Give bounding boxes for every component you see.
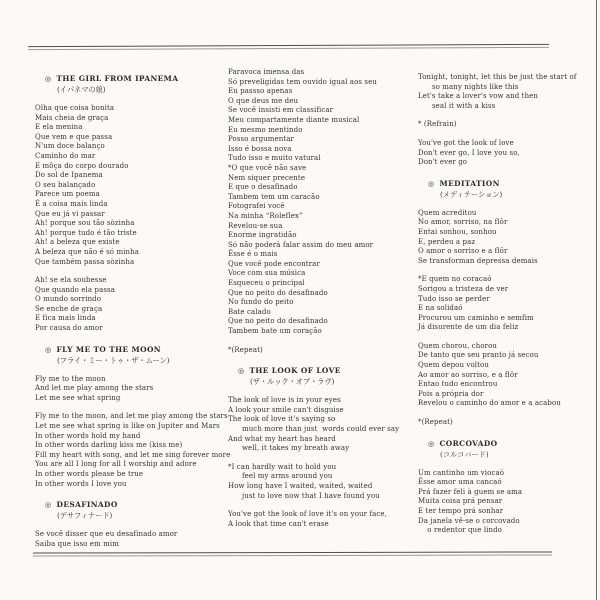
lyric-line: Entao tudo encontrou bbox=[418, 380, 498, 389]
lyric-line: Ah! se ela soubesse bbox=[35, 276, 107, 285]
double-circle-icon: ◎ bbox=[428, 178, 435, 188]
verse bbox=[228, 463, 416, 501]
lyric-line: A look your smile can't disguise bbox=[228, 405, 344, 414]
lyric-line: *(Repeat) bbox=[418, 418, 453, 427]
lyric-line: Só preveligidas tem ouvido igual aos seu bbox=[228, 77, 377, 86]
lyric-line: Ao amor ao sorriso, e a flôr bbox=[418, 370, 518, 379]
lyric-line: O mundo sorrindo bbox=[35, 295, 102, 304]
lyric-line: * (Refrain) bbox=[418, 120, 457, 129]
verse bbox=[418, 209, 598, 267]
verse bbox=[418, 342, 598, 409]
lyric-line: E fica mais linda bbox=[35, 314, 96, 323]
lyric-line: And what my heart has heard bbox=[228, 434, 336, 443]
lyric-line: A look that time can't erase bbox=[228, 519, 329, 528]
lyric-line: so many nights like this bbox=[418, 82, 519, 91]
lyric-line: Posso argumentar bbox=[228, 135, 294, 144]
verse bbox=[228, 510, 416, 529]
lyric-line: Eu passso apenas bbox=[228, 87, 293, 96]
song-title-row bbox=[428, 178, 598, 189]
lyric-line: Pois a própria dor bbox=[418, 389, 484, 398]
verse bbox=[418, 275, 598, 333]
double-circle-icon: ◎ bbox=[45, 74, 52, 83]
lyric-line: feel my arms around you bbox=[228, 472, 333, 481]
lyric-line: Saiba que isso em mim bbox=[35, 539, 119, 548]
lyric-line: Esqueceu o principal bbox=[228, 279, 305, 288]
lyric-line: E, perdeu a paz bbox=[418, 237, 476, 246]
lyrics-column-left bbox=[35, 73, 231, 558]
lyric-line: Don't ever go bbox=[418, 158, 468, 167]
lyric-line: A beleza que não é só minha bbox=[35, 247, 140, 256]
song-title-japanese: (コルコバード) bbox=[440, 449, 489, 459]
verse bbox=[228, 346, 416, 356]
lyric-line: Se você insisti em classificar bbox=[228, 106, 334, 115]
lyric-line: Êsse amor uma cancaó bbox=[418, 478, 502, 487]
lyric-line: Let me see what spring is like on Jupiter and Mars bbox=[35, 422, 220, 431]
song-title-row bbox=[45, 344, 223, 355]
lyric-line: No amor, sorriso, na flôr bbox=[418, 218, 508, 227]
lyric-line: just to love now that I have found you bbox=[228, 491, 380, 500]
lyric-line: Já disurente de um dia feliz bbox=[418, 323, 519, 332]
lyric-line: Olha que coisa bonita bbox=[35, 104, 115, 112]
lyric-line: O amor o sorriso e a flôr bbox=[418, 247, 508, 256]
double-circle-icon: ◎ bbox=[45, 344, 52, 354]
lyric-line: well, it takes my breath away bbox=[228, 444, 350, 453]
lyric-line: Na minha “Roleflex” bbox=[228, 211, 303, 220]
lyric-line: O que deus me deu bbox=[228, 96, 299, 105]
verse bbox=[35, 276, 223, 334]
song-heading bbox=[238, 365, 416, 387]
song-title-japanese: (メディテーション) bbox=[440, 189, 503, 199]
lyric-line: N'um doce balanço bbox=[35, 142, 105, 151]
verse bbox=[418, 418, 598, 428]
lyric-line: Que também passa sòzinha bbox=[35, 257, 135, 266]
lyric-line: Se transforman depressa demais bbox=[418, 256, 538, 265]
lyric-line: Entai sonhou, sonhou bbox=[418, 227, 497, 236]
lyric-line: Enorme ingratidão bbox=[228, 231, 297, 240]
lyric-line: *O que você não save bbox=[228, 163, 307, 172]
lyric-line: Let's take a lover's vow and then bbox=[418, 92, 539, 101]
song-title: MEDITATION bbox=[439, 178, 500, 188]
song-heading bbox=[45, 344, 223, 366]
lyric-line: In other words hold my hand bbox=[35, 431, 141, 440]
lyric-line: Tambem tem um caracão bbox=[228, 192, 320, 201]
lyric-line: Só não poderá falar assim do meu amor bbox=[228, 240, 374, 249]
lyric-line: Parece um poema bbox=[35, 190, 100, 199]
lyric-line: You've got the look of love bbox=[418, 138, 514, 147]
lyric-line: Que vem e que passa bbox=[35, 132, 113, 141]
lyric-line: Um cantinho um viocaó bbox=[418, 468, 505, 477]
lyric-line: In other words I love you bbox=[35, 479, 127, 488]
lyric-line: You've got the look of love it's on your face, bbox=[228, 510, 387, 519]
lyric-line: You are all I long for all I worship and adore bbox=[35, 460, 197, 469]
lyric-line: No fundo do peito bbox=[228, 298, 294, 307]
verse bbox=[35, 375, 223, 404]
lyric-line: Se você disser que eu desafinado amor bbox=[35, 530, 178, 539]
song-title: CORCOVADO bbox=[439, 438, 498, 448]
song-title-row bbox=[428, 438, 598, 449]
lyric-line: The look of love is in your eyes bbox=[228, 396, 341, 405]
song-heading bbox=[428, 178, 598, 200]
lyrics-column-middle bbox=[228, 68, 416, 538]
song-title-japanese: (デサフィナード) bbox=[57, 511, 113, 521]
song-title-row bbox=[238, 365, 416, 376]
song-title: THE LOOK OF LOVE bbox=[249, 366, 341, 376]
lyric-line: E ter tempo prá sonhar bbox=[418, 507, 504, 515]
lyric-line: E na solidaó bbox=[418, 304, 463, 313]
lyric-line: *(Repeat) bbox=[228, 345, 263, 354]
song-title-row bbox=[45, 73, 223, 84]
lyric-line: Quem chorou, chorou bbox=[418, 341, 498, 350]
lyric-line: É a coisa mais linda bbox=[35, 199, 108, 208]
lyric-line: Bate calado bbox=[228, 307, 271, 316]
lyric-line: Fly me to the moon bbox=[35, 374, 106, 383]
verse bbox=[418, 73, 598, 111]
lyric-line: o redentor que lindo bbox=[418, 526, 502, 535]
lyric-line: E môça do corpo dourado bbox=[35, 161, 129, 170]
lyric-line: Nem siquer precente bbox=[228, 173, 306, 182]
lyric-line: Paravoca imensa das bbox=[228, 68, 305, 76]
lyric-line: Por causa do amor bbox=[35, 324, 103, 333]
lyric-line: The look of love it's saying so bbox=[228, 415, 336, 424]
lyric-line: E que o desafinado bbox=[228, 183, 298, 192]
song-title: THE GIRL FROM IPANEMA bbox=[56, 74, 179, 83]
lyric-line: Fill my heart with song, and let me sing forever more bbox=[35, 450, 231, 459]
verse bbox=[35, 412, 231, 489]
lyric-line: *E quem no coracaó bbox=[418, 275, 492, 284]
lyric-line: Procurou um caminho e semfim bbox=[418, 313, 534, 322]
lyric-line: Êsse é o mais bbox=[228, 250, 278, 259]
lyric-line: Quem acreditou bbox=[418, 208, 477, 217]
lyric-line: Tonight, tonight, let this be just the start of bbox=[418, 73, 577, 81]
lyric-line: Voce com sua música bbox=[228, 269, 306, 278]
verse bbox=[35, 530, 223, 549]
lyric-line: Da janela vê-se o corcovado bbox=[418, 516, 520, 525]
lyric-line: In other words please be true bbox=[35, 470, 144, 478]
lyric-line: In other words darling kiss me (kiss me) bbox=[35, 441, 183, 450]
song-title: DESAFINADO bbox=[56, 500, 118, 510]
lyric-line: O seu balançado bbox=[35, 180, 96, 189]
lyric-line: Sorigou a tristeza de ver bbox=[418, 284, 509, 293]
lyric-line: Fly me to the moon, and let me play among the stars bbox=[35, 412, 228, 421]
verse bbox=[418, 120, 598, 130]
lyric-line: Quem depou voltou bbox=[418, 361, 489, 370]
lyric-line: Se enche de graça bbox=[35, 304, 103, 313]
verse bbox=[35, 104, 223, 267]
lyric-line: Meu compartamente diante musical bbox=[228, 115, 360, 124]
lyric-line: Tudo isso e muito vatural bbox=[228, 154, 321, 163]
lyric-line: And let me play among the stars bbox=[35, 384, 154, 393]
lyric-line: Que no peito do desafinado bbox=[228, 317, 328, 326]
song-title-row bbox=[45, 499, 223, 510]
lyric-line: Do sol de Ipanema bbox=[35, 171, 103, 180]
lyric-line: Don't ever go, I love you so, bbox=[418, 148, 520, 157]
lyric-line: Revelou o caminho do amor e a acabou bbox=[418, 399, 561, 408]
lyric-line: Ah! a beleza que existe bbox=[35, 238, 120, 247]
lyric-line: seal it with a kiss bbox=[418, 101, 496, 110]
verse bbox=[228, 396, 416, 454]
double-circle-icon: ◎ bbox=[428, 438, 435, 448]
double-circle-icon: ◎ bbox=[238, 366, 245, 376]
lyrics-column-right bbox=[418, 73, 598, 545]
lyric-line: Tudo isso se perder bbox=[418, 294, 490, 303]
lyric-line: Ah! porque sou tão sòzinha bbox=[35, 219, 135, 228]
lyric-line: De tanto que seu pranto já secou bbox=[418, 351, 539, 360]
lyric-line: Que você pode encontrar bbox=[228, 259, 320, 268]
lyric-line: E ela menina bbox=[35, 123, 83, 132]
lyric-line: Que eu já vi passar bbox=[35, 209, 105, 218]
verse bbox=[418, 469, 598, 536]
lyric-line: Fotografei você bbox=[228, 202, 285, 211]
lyric-line: How long have I waited, waited, waited bbox=[228, 481, 373, 490]
lyric-line: Let me see what spring bbox=[35, 393, 121, 402]
song-title: FLY ME TO THE MOON bbox=[56, 344, 161, 354]
verse bbox=[228, 68, 416, 337]
lyric-line: Isso é bossa nova bbox=[228, 144, 292, 153]
lyric-line: Que quando ela passa bbox=[35, 285, 115, 294]
song-heading bbox=[45, 73, 223, 95]
lyric-line: Tambem bate um coração bbox=[228, 327, 322, 336]
double-circle-icon: ◎ bbox=[45, 500, 52, 510]
lyric-line: Ah! porque tudo é tão triste bbox=[35, 228, 137, 237]
song-heading bbox=[428, 438, 598, 460]
song-heading bbox=[45, 499, 223, 521]
lyric-line: Muita coisa prá pensar bbox=[418, 497, 503, 506]
lyric-line: Prá fazer feli à guem se ama bbox=[418, 487, 523, 496]
lyric-line: Revelou-se sua bbox=[228, 221, 283, 230]
lyric-line: Caminho do mar bbox=[35, 151, 96, 160]
lyric-line: Que no peito do desafinado bbox=[228, 288, 328, 297]
song-title-japanese: (イパネマの娘) bbox=[57, 85, 106, 94]
top-double-rule bbox=[28, 44, 549, 50]
song-title-japanese: (ザ・ルック・オブ・ラヴ) bbox=[250, 377, 335, 387]
verse bbox=[418, 139, 598, 168]
song-title-japanese: (フライ・ミー・トゥ・ザ・ムーン) bbox=[57, 355, 170, 365]
lyric-line: much more than just words could ever say bbox=[228, 425, 400, 433]
lyric-line: Eu mesmo mentindo bbox=[228, 125, 303, 134]
lyric-line: Mais cheia de graça bbox=[35, 113, 109, 122]
lyric-line: *I can hardly wait to hold you bbox=[228, 462, 337, 471]
